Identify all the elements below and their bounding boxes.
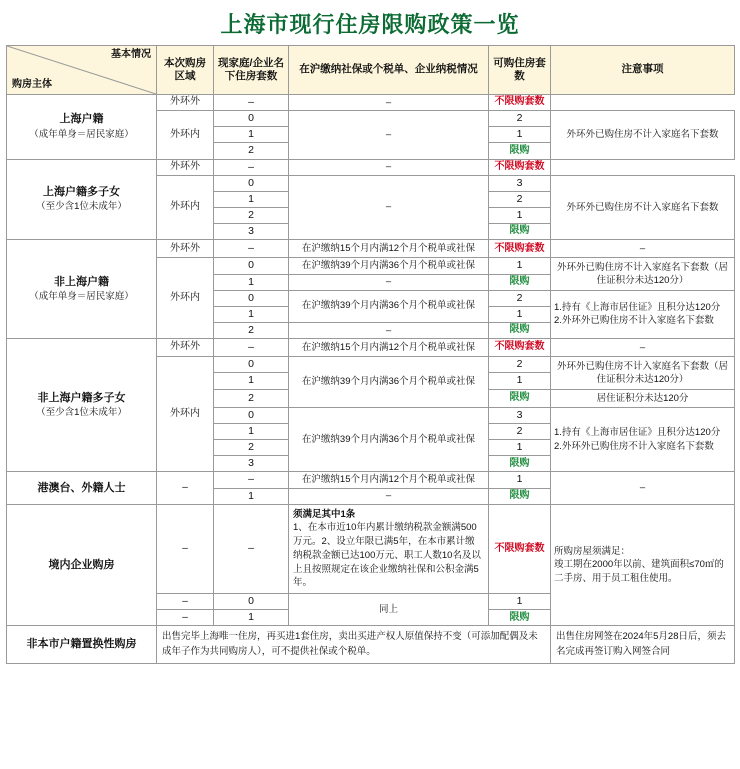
note-cell [551, 258, 735, 290]
condition-line: – [385, 276, 392, 288]
allowed-count-cell: 1 [489, 258, 551, 274]
owned-count-cell: 2 [214, 440, 289, 456]
header-allowed-count: 可购住房套数 [489, 46, 551, 95]
footer-row [7, 626, 735, 664]
owned-count-cell: 2 [214, 143, 289, 159]
owned-count-cell: 1 [214, 274, 289, 290]
footer-text: 出售完毕上海唯一住房，再买进1套住房，卖出买进产权人原值保持不变（可添加配偶及未成年子作为共同购房人），可不提供社保或个税单。 [157, 626, 551, 664]
footer-note: 出售住房网签在2024年5月28日后，须去名完成再签订购入网签合同 [551, 626, 735, 664]
page-title: 上海市现行住房限购政策一览 [220, 12, 520, 37]
owned-count-cell: 1 [214, 488, 289, 504]
note-line: 2.外环外已购住房不计入家庭名下套数 [554, 315, 714, 327]
owned-count-cell: 1 [214, 373, 289, 389]
note-line: – [639, 482, 646, 494]
zone-cell: 外环外 [157, 159, 214, 175]
row-subject [7, 339, 157, 472]
note-line: 2.外环外已购住房不计入家庭名下套数 [554, 440, 714, 452]
allowed-count-cell: 限购 [489, 322, 551, 338]
header-purchase-subject: 购房主体 [12, 78, 52, 90]
subject-main: 非上海户籍 [54, 275, 109, 288]
note-cell [551, 240, 735, 258]
owned-count-cell: 0 [214, 290, 289, 306]
allowed-count-cell: 2 [489, 111, 551, 127]
note-line: 居住证积分未达120分 [596, 392, 689, 404]
condition-cell [289, 111, 489, 159]
allowed-count-cell: 1 [489, 373, 551, 389]
allowed-count-cell: 不限购套数 [489, 159, 551, 175]
zone-cell: 外环内 [157, 111, 214, 159]
note-cell [551, 290, 735, 338]
zone-cell: 外环内 [157, 175, 214, 240]
condition-cell [289, 594, 489, 626]
condition-cell [289, 290, 489, 322]
allowed-count-cell: 不限购套数 [489, 95, 551, 111]
allowed-count-cell: 限购 [489, 610, 551, 626]
owned-count-cell: 1 [214, 424, 289, 440]
allowed-count-cell: 3 [489, 175, 551, 191]
allowed-count-cell: 2 [489, 191, 551, 207]
row-subject [7, 95, 157, 160]
subject-sub: （至少含1位未成年） [36, 407, 127, 419]
allowed-count-cell: 限购 [489, 224, 551, 240]
zone-cell: – [157, 504, 214, 594]
condition-line: – [385, 128, 392, 140]
note-line: 1.持有《上海市居住证》且积分达120分 [554, 427, 721, 439]
condition-cell [289, 472, 489, 488]
subject-main: 上海户籍 [59, 113, 104, 126]
owned-count-cell: 3 [214, 456, 289, 472]
owned-count-cell: 1 [214, 306, 289, 322]
allowed-count-cell: 限购 [489, 488, 551, 504]
allowed-count-cell: 2 [489, 424, 551, 440]
condition-line: – [385, 201, 392, 213]
owned-count-cell: – [214, 95, 289, 111]
footer-subject: 非本市户籍置换性购房 [7, 626, 157, 664]
condition-line: 在沪缴纳39个月内满36个月个税单或社保 [301, 433, 476, 445]
zone-cell: – [157, 472, 214, 504]
note-cell [551, 472, 735, 504]
zone-cell: 外环外 [157, 339, 214, 357]
condition-line: – [385, 161, 392, 173]
owned-count-cell: 0 [214, 407, 289, 423]
header-basic-situation: 基本情况 [111, 49, 151, 60]
owned-count-cell: 0 [214, 258, 289, 274]
owned-count-cell: 0 [214, 594, 289, 610]
allowed-count-cell: 1 [489, 472, 551, 488]
owned-count-cell: 0 [214, 357, 289, 373]
condition-line: 在沪缴纳15个月内满12个月个税单或社保 [301, 341, 476, 353]
condition-line: 在沪缴纳39个月内满36个月个税单或社保 [301, 300, 476, 312]
allowed-count-cell: 2 [489, 290, 551, 306]
table-row [7, 159, 735, 175]
allowed-count-cell: 1 [489, 207, 551, 223]
allowed-count-cell: 不限购套数 [489, 240, 551, 258]
allowed-count-cell: 限购 [489, 389, 551, 407]
allowed-count-cell: 2 [489, 357, 551, 373]
note-line: 1.持有《上海市居住证》且积分达120分 [554, 302, 721, 314]
allowed-count-cell: 不限购套数 [489, 339, 551, 357]
table-row [7, 240, 735, 258]
row-subject [7, 159, 157, 240]
header-zone: 本次购房区域 [157, 46, 214, 95]
condition-line: 须满足其中1条 [293, 508, 356, 520]
note-cell [551, 504, 735, 626]
allowed-count-cell: 不限购套数 [489, 504, 551, 594]
owned-count-cell: – [214, 159, 289, 175]
policy-table [6, 45, 735, 664]
condition-line: 在沪缴纳39个月内满36个月个税单或社保 [301, 260, 476, 272]
condition-line: 1、在本市近10年内累计缴纳税款金额满500万元。2、设立年限已满5年，在本市累计缴纳税款金额已达100万元、职工人数10名及以上且按照规定在该企业缴纳社保和公积金满5年。 [293, 522, 481, 589]
note-cell [551, 175, 735, 240]
allowed-count-cell: 3 [489, 407, 551, 423]
condition-cell [289, 95, 489, 111]
condition-cell [289, 240, 489, 258]
owned-count-cell: – [214, 240, 289, 258]
note-line: 外环外已购住房不计入家庭名下套数 [566, 201, 719, 213]
owned-count-cell: 1 [214, 610, 289, 626]
table-header-row [7, 46, 735, 95]
note-line: 外环外已购住房不计入家庭名下套数（居住证积分未达120分） [556, 261, 728, 287]
zone-cell: 外环内 [157, 357, 214, 472]
allowed-count-cell: 1 [489, 306, 551, 322]
condition-line: 在沪缴纳39个月内满36个月个税单或社保 [301, 376, 476, 388]
allowed-count-cell: 1 [489, 594, 551, 610]
allowed-count-cell: 1 [489, 127, 551, 143]
zone-cell: – [157, 610, 214, 626]
note-line: 所购房屋须满足： [554, 546, 631, 558]
zone-cell: – [157, 594, 214, 610]
header-notes: 注意事项 [551, 46, 735, 95]
note-line: 外环外已购住房不计入家庭名下套数 [566, 129, 719, 141]
table-row [7, 472, 735, 488]
subject-main: 境内企业购房 [48, 558, 115, 571]
header-corner-cell [7, 46, 157, 95]
note-cell [551, 339, 735, 357]
condition-line: – [385, 96, 392, 108]
allowed-count-cell: 限购 [489, 143, 551, 159]
condition-cell [289, 322, 489, 338]
subject-main: 上海户籍多子女 [43, 185, 120, 198]
zone-cell: 外环外 [157, 240, 214, 258]
condition-cell [289, 357, 489, 408]
owned-count-cell: 2 [214, 389, 289, 407]
allowed-count-cell: 限购 [489, 274, 551, 290]
note-line: – [639, 342, 646, 354]
note-line: – [639, 243, 646, 255]
subject-sub: （成年单身＝居民家庭） [29, 128, 134, 140]
condition-cell [289, 504, 489, 594]
zone-cell: 外环内 [157, 258, 214, 339]
subject-sub: （至少含1位未成年） [36, 201, 127, 213]
owned-count-cell: 1 [214, 191, 289, 207]
owned-count-cell: 2 [214, 207, 289, 223]
allowed-count-cell: 限购 [489, 456, 551, 472]
table-row [7, 504, 735, 594]
row-subject [7, 472, 157, 504]
condition-cell [289, 488, 489, 504]
allowed-count-cell: 1 [489, 440, 551, 456]
owned-count-cell: – [214, 339, 289, 357]
condition-line: 在沪缴纳15个月内满12个月个税单或社保 [301, 474, 476, 486]
note-cell [551, 407, 735, 472]
note-line: 竣工期在2000年以前、建筑面积≤70㎡的二手房、用于员工租住使用。 [554, 559, 724, 584]
row-subject [7, 240, 157, 339]
owned-count-cell: 3 [214, 224, 289, 240]
owned-count-cell: – [214, 472, 289, 488]
owned-count-cell: 1 [214, 127, 289, 143]
condition-cell [289, 175, 489, 240]
condition-line: – [385, 324, 392, 336]
condition-line: – [385, 490, 392, 502]
header-condition: 在沪缴纳社保或个税单、企业纳税情况 [289, 46, 489, 95]
note-cell [551, 357, 735, 389]
owned-count-cell: – [214, 504, 289, 594]
row-subject [7, 504, 157, 626]
header-owned-count: 现家庭/企业名下住房套数 [214, 46, 289, 95]
note-cell [551, 111, 735, 159]
table-row [7, 95, 735, 111]
condition-cell [289, 407, 489, 472]
condition-line: 在沪缴纳15个月内满12个月个税单或社保 [301, 242, 476, 254]
owned-count-cell: 0 [214, 111, 289, 127]
table-row [7, 339, 735, 357]
note-cell [551, 389, 735, 407]
table-body [7, 95, 735, 664]
condition-cell [289, 258, 489, 274]
subject-main: 港澳台、外籍人士 [37, 481, 126, 494]
condition-cell [289, 339, 489, 357]
condition-cell [289, 159, 489, 175]
owned-count-cell: 2 [214, 322, 289, 338]
note-line: 外环外已购住房不计入家庭名下套数（居住证积分未达120分） [556, 360, 728, 385]
condition-line: 同上 [378, 603, 398, 615]
condition-cell [289, 274, 489, 290]
owned-count-cell: 0 [214, 175, 289, 191]
zone-cell: 外环外 [157, 95, 214, 111]
subject-sub: （成年单身＝居民家庭） [29, 291, 134, 303]
subject-main: 非上海户籍多子女 [37, 391, 126, 404]
